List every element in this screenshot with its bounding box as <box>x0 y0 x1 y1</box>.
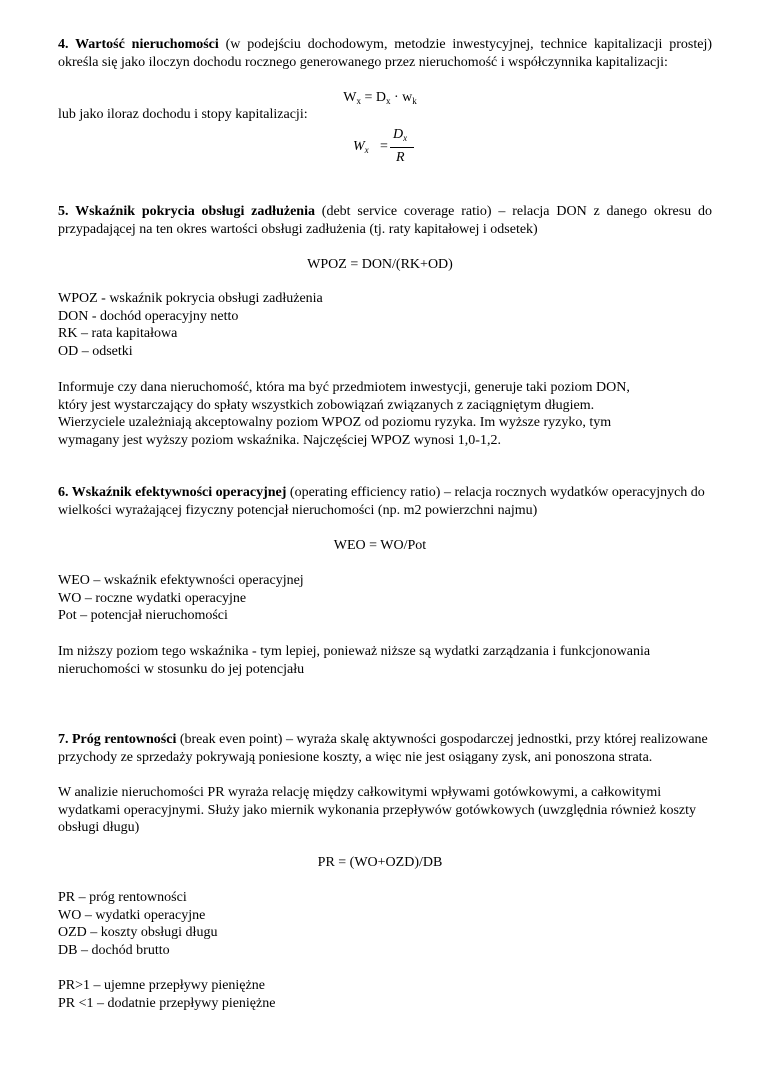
fraction-bar <box>390 147 414 148</box>
formula-wx-product: $W_x = D_x \cdot w_k$ <box>343 90 417 106</box>
section-5-paragraph: Informuje czy dana nieruchomość, która ma być przedmiotem inwestycji, generuje taki poziom DON, który jest wystarczający do spłaty wszystkich zobowiązań związanych z zaciągniętym długiem. Wierzyciele uzależniają akceptowalny poziom WPOZ od poziomu ryzyka. Im wyższe ryzyko, tym wymagany jest wyższy poziom wskaźnika. Najczęściej WPOZ wynosi 1,0-1,2. <box>58 380 630 448</box>
section-6-intro: 6. Wskaźnik efektywności operacyjnej (operating efficiency ratio) – relacja rocznych wydatków operacyjnych do wielkości wyrażającej fizyczny potencjał nieruchomości (np. m2 powierzchni najmu) <box>58 485 705 518</box>
section-5-intro: 5. Wskaźnik pokrycia obsługi zadłużenia (debt service coverage ratio) – relacja DON z danego okresu do przypadającej na ten okres wartości obsługi zadłużenia (tj. raty kapitałowej i odsetek) <box>58 204 712 237</box>
formula-wx-fraction: $W_x$ = $D_x$ R <box>353 126 423 170</box>
section-7-legend: PR – próg rentowności WO – wydatki operacyjne OZD – koszty obsługi długu DB – dochód brutto <box>58 890 218 958</box>
section-7-heading: 7. Próg rentowności <box>58 732 177 747</box>
formula-weo: WEO = WO/Pot <box>333 538 427 553</box>
section-6-legend: WEO – wskaźnik efektywności operacyjnej WO – roczne wydatki operacyjne Pot – potencjał nieruchomości <box>58 573 304 623</box>
section-5-legend: WPOZ - wskaźnik pokrycia obsługi zadłużenia DON - dochód operacyjny netto RK – rata kapitałowa OD – odsetki <box>58 291 323 359</box>
section-7-intro: 7. Próg rentowności (break even point) – wyraża skalę aktywności gospodarczej jednostki, przy której realizowane przychody ze sprzedaży pokrywają poniesione koszty, a więc nie jest osiągany zysk, ani ponoszona strata. <box>58 732 708 765</box>
section-4-alt-text: lub jako iloraz dochodu i stopy kapitalizacji: <box>58 107 308 122</box>
formula-wpoz: WPOZ = DON/(RK+OD) <box>307 257 453 272</box>
section-6-heading: 6. Wskaźnik efektywności operacyjnej <box>58 485 287 500</box>
section-5-heading: 5. Wskaźnik pokrycia obsługi zadłużenia <box>58 204 315 219</box>
section-4-intro: 4. Wartość nieruchomości (w podejściu dochodowym, metodzie inwestycyjnej, technice kapitalizacji prostej) określa się jako iloczyn dochodu rocznego generowanego przez nieruchomość i współczynnika kapitalizacji: <box>58 37 712 70</box>
section-4-heading: 4. Wartość nieruchomości <box>58 37 219 52</box>
section-7-notes: PR>1 – ujemne przepływy pieniężne PR <1 – dodatnie przepływy pieniężne <box>58 978 276 1011</box>
formula-pr: PR = (WO+OZD)/DB <box>317 855 443 870</box>
section-7-paragraph: W analizie nieruchomości PR wyraża relację między całkowitymi wpływami gotówkowymi, a całkowitymi wydatkami operacyjnymi. Służy jako miernik wykonania przepływów gotówkowych (uwzględnia również koszty obsługi długu) <box>58 785 697 835</box>
section-6-paragraph: Im niższy poziom tego wskaźnika - tym lepiej, ponieważ niższe są wydatki zarządzania i funkcjonowania nieruchomości w stosunku do jej potencjału <box>58 644 651 677</box>
